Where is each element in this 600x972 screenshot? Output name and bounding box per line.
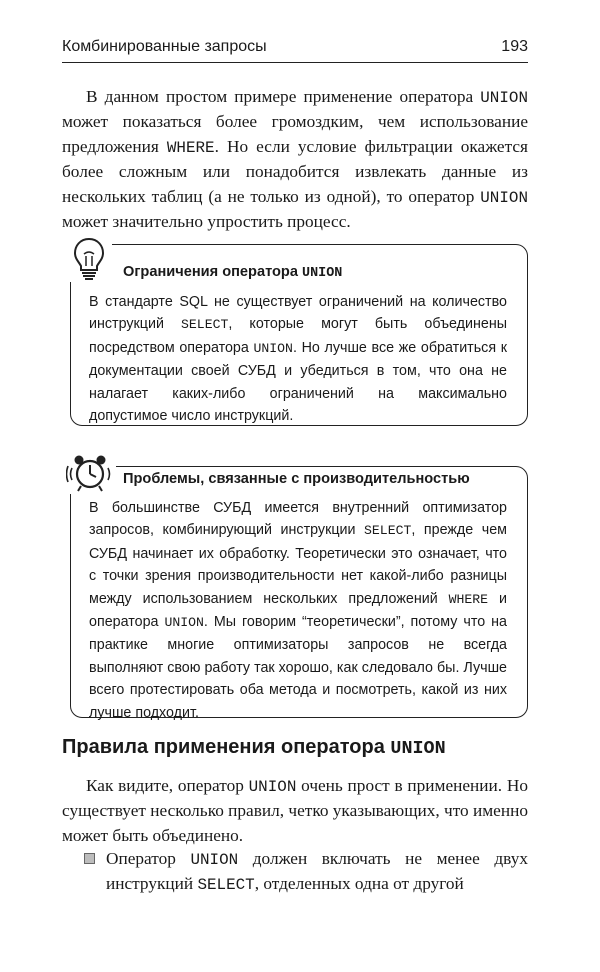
warning-box-text: В большинстве СУБД имеется внутренний оптимизатор запросов, комбинирующий инструкции SELECT, прежде чем СУБД начинает их обработку. Теоретически это означает, что с точки зрения производительности нет какой-либо разницы между использованием нескольких предложений WHERE и оператора UNION. Мы говорим “теоретически”, потому что на практике многие оптимизаторы запросов не всегда выполняют свою работу так хорошо, как следовало бы. Лучше всего протестировать оба метода и посмотреть, какой из них лучше подходит. [89, 500, 507, 721]
running-header [62, 38, 528, 63]
warning-box-title: Проблемы, связанные с производительностью [123, 471, 470, 487]
code-keyword: WHERE [448, 591, 489, 607]
code-keyword: SELECT [364, 523, 412, 539]
section-heading: Правила применения оператора UNION [62, 736, 446, 759]
code-keyword: UNION [253, 340, 293, 356]
code-keyword: UNION [164, 615, 204, 631]
chapter-title: Комбинированные запросы [62, 38, 267, 55]
code-keyword: UNION [480, 188, 528, 207]
note-box-title: Ограничения оператора UNION [123, 264, 343, 281]
code-keyword: SELECT [197, 876, 255, 895]
lightbulb-icon [70, 236, 108, 282]
page-number: 193 [501, 38, 528, 55]
code-keyword: WHERE [166, 138, 215, 157]
code-keyword: SELECT [181, 317, 229, 333]
code-keyword: UNION [190, 851, 239, 869]
code-keyword: UNION [248, 778, 297, 796]
warning-box [70, 466, 528, 721]
list-item: Оператор UNION должен включать не менее двух инструкций SELECT, отделенных одна от другой [106, 849, 528, 895]
section-paragraph: Как видите, оператор UNION очень прост в применении. Но существует несколько правил, четко указывающих, что именно может быть объединено. [62, 776, 528, 845]
bullet-marker [84, 853, 95, 864]
code-keyword: UNION [480, 89, 528, 107]
note-box [70, 244, 528, 426]
intro-paragraph: В данном простом примере применение оператора UNION может показаться более громоздким, чем использование предложения WHERE. Но если условие фильтрации окажется более сложным или понадобится извлекать данные из нескольких таблиц (а не только из одной), то оператор UNION может значительно упростить процесс. [62, 87, 528, 232]
note-box-text: В стандарте SQL не существует ограничений на количество инструкций SELECT, которые могут быть объединены посредством оператора UNION. Но лучше все же обратиться к документации своей СУБД и убедиться в том, что она не налагает каких-либо ограничений на максимально допустимое число инструкций. [89, 294, 508, 425]
alarm-clock-icon [66, 450, 114, 494]
